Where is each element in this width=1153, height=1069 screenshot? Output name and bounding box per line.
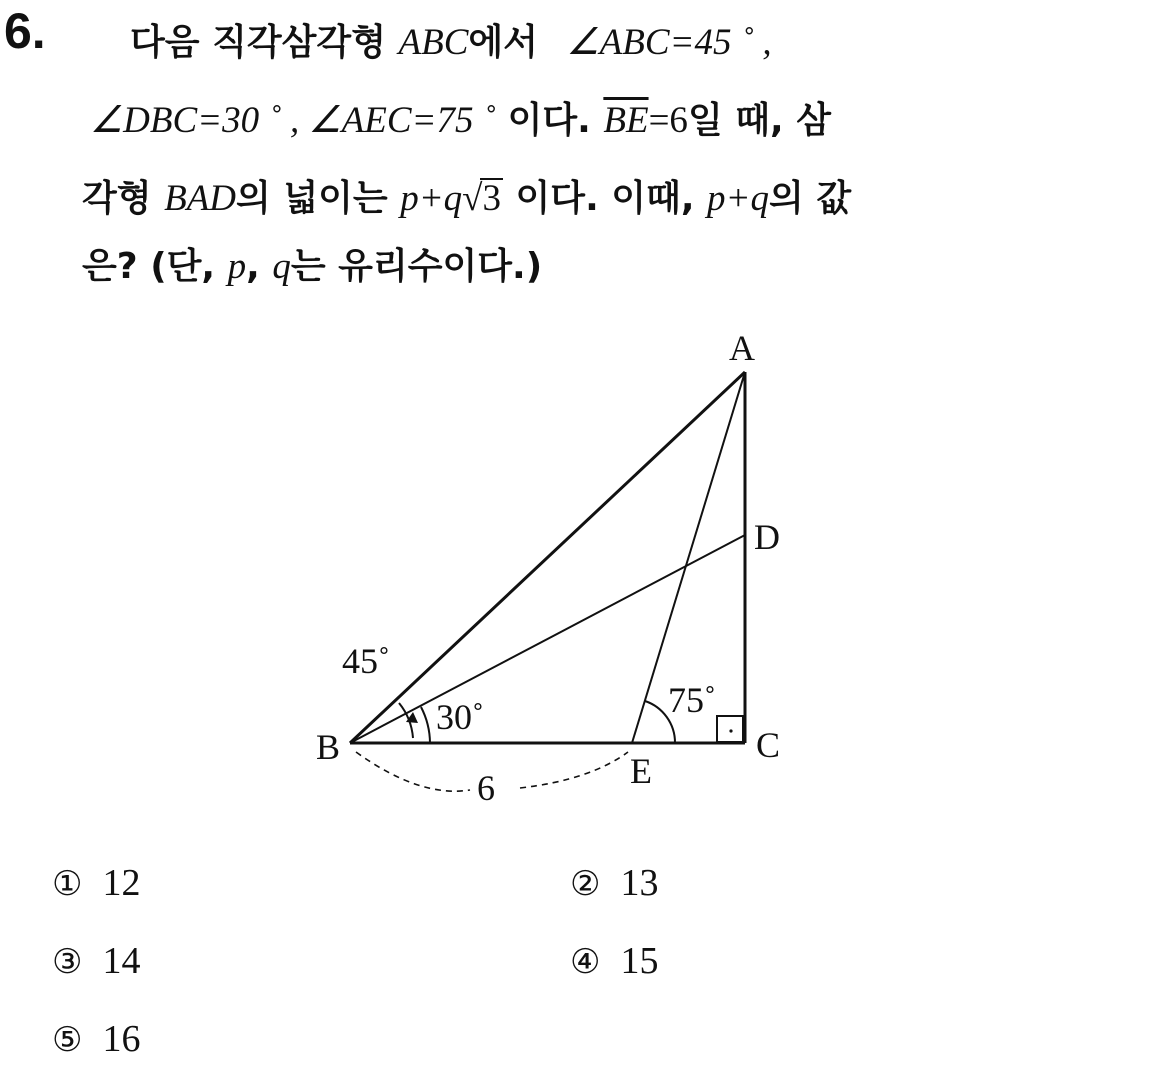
length-label-be: 6	[477, 768, 495, 808]
text: 다음 직각삼각형	[130, 22, 399, 63]
segment-be: $\overline{BE}$	[603, 100, 649, 141]
choice-5[interactable]	[52, 1020, 140, 1058]
choice-mark: ①	[52, 866, 83, 903]
text: ,	[246, 246, 273, 287]
math: BAD	[164, 178, 237, 219]
text: 이다.	[495, 100, 604, 141]
label-d: D	[754, 517, 780, 557]
choice-value: 16	[102, 1018, 141, 1060]
label-a: A	[729, 328, 755, 368]
choice-value: 12	[102, 862, 141, 904]
label-b: B	[316, 727, 341, 767]
math: =6	[648, 100, 688, 141]
angle-label-75: 75˚	[668, 680, 716, 720]
math: p	[227, 246, 247, 287]
label-c: C	[756, 725, 781, 765]
math: ∠ABC=45 ˚ ,	[566, 22, 772, 63]
choice-value: 14	[102, 940, 141, 982]
text: 이다. 이때,	[502, 178, 708, 219]
text: 에서	[468, 22, 551, 63]
math: p+q	[707, 178, 770, 219]
math: ∠DBC=30 ˚ , ∠AEC=75 ˚	[90, 100, 496, 141]
choice-2[interactable]	[570, 864, 658, 902]
angle-arc-30	[421, 707, 430, 743]
text: 의 넓이는	[236, 178, 401, 219]
label-e: E	[630, 751, 652, 791]
text: 은? (단,	[82, 246, 228, 287]
choice-value: 13	[620, 862, 659, 904]
question-number: 6.	[4, 3, 46, 59]
text: 일 때, 삼	[687, 100, 832, 141]
choice-value: 15	[620, 940, 659, 982]
choice-mark: ②	[570, 866, 601, 903]
math: ABC	[398, 22, 469, 63]
choice-mark: ⑤	[52, 1022, 83, 1059]
angle-label-30: 30˚	[436, 697, 484, 737]
choice-mark: ③	[52, 944, 83, 981]
text: 는 유리수이다.)	[290, 246, 543, 287]
choice-mark: ④	[570, 944, 601, 981]
sqrt-radicand: 3	[482, 178, 501, 219]
math: q	[272, 246, 291, 287]
text: 의 값	[769, 178, 852, 219]
math: p+q	[400, 178, 463, 219]
right-angle-dot	[729, 729, 732, 732]
sqrt-sign: √	[462, 178, 483, 219]
choice-4[interactable]	[570, 942, 658, 980]
right-angle-mark	[717, 716, 743, 742]
text: 각형	[82, 178, 165, 219]
angle-label-45: 45˚	[342, 641, 390, 681]
choice-3[interactable]	[52, 942, 140, 980]
choice-1[interactable]	[52, 864, 140, 902]
